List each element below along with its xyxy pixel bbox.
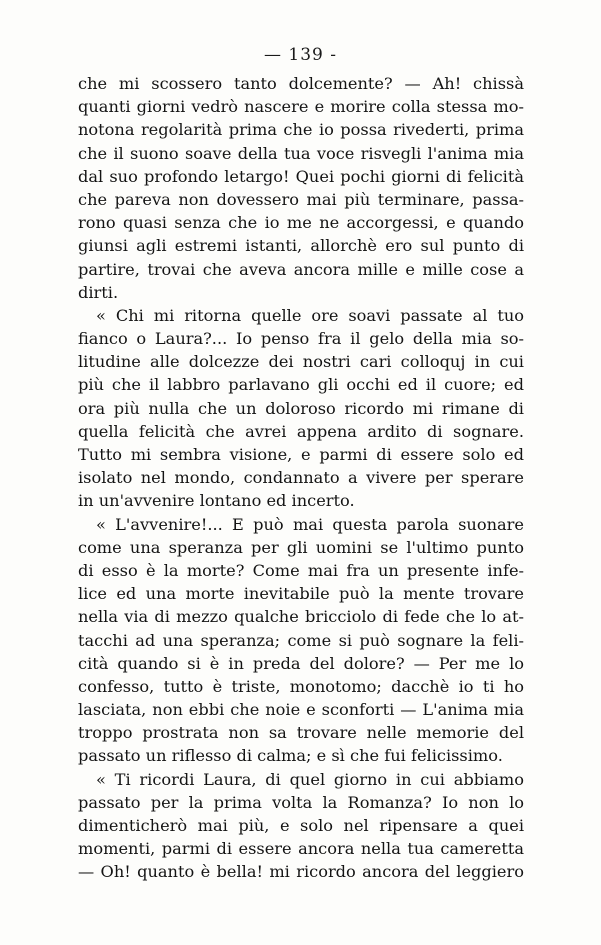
text-line: quella felicità che avrei appena ardito di sognare.: [78, 421, 524, 441]
text-line: dimenticherò mai più, e solo nel ripensare a quei: [78, 816, 524, 835]
text-line: isolato nel mondo, condannato a vivere per sperare: [78, 468, 524, 488]
paragraph: [78, 768, 524, 884]
text-line: in un'avvenire lontano ed incerto.: [78, 491, 355, 511]
text-line: dal suo profondo letargo! Quei pochi giorni di felicità: [78, 166, 524, 186]
text-line: come una speranza per gli uomini se l'ultimo punto: [78, 537, 524, 557]
page-number: — 139 -: [264, 45, 337, 65]
text-line: giunsi agli estremi istanti, allorchè ero sul punto di: [78, 236, 524, 256]
text-line: troppo prostrata non sa trovare nelle memorie del: [78, 723, 524, 743]
text-line: « Chi mi ritorna quelle ore soavi passate al tuo: [96, 305, 524, 325]
text-line: tacchi ad una speranza; come si può sognare la feli-: [78, 630, 524, 650]
paragraph: [78, 72, 524, 304]
text-line: dirti.: [78, 282, 119, 302]
paragraph: [78, 304, 524, 513]
text-line: quanti giorni vedrò nascere e morire colla stessa mo-: [78, 97, 524, 117]
text-line: lice ed una morte inevitabile può la mente trovare: [78, 584, 524, 604]
text-line: partire, trovai che aveva ancora mille e mille cose a: [78, 259, 524, 279]
text-line: momenti, parmi di essere ancora nella tua cameretta: [78, 839, 524, 859]
text-line: « L'avvenire!... E può mai questa parola suonare: [96, 514, 524, 534]
text-line: ora più nulla che un doloroso ricordo mi rimane di: [78, 398, 524, 418]
text-line: che il suono soave della tua voce risvegli l'anima mia: [78, 143, 524, 163]
text-line: nella via di mezzo qualche bricciolo di fede che lo at-: [78, 607, 524, 627]
text-line: cità quando si è in preda del dolore? — Per me lo: [78, 653, 524, 673]
text-line: Tutto mi sembra visione, e parmi di essere solo ed: [78, 445, 524, 464]
body-text: [78, 72, 524, 884]
text-line: rono quasi senza che io me ne accorgessi, e quando: [78, 213, 524, 233]
text-line: notona regolarità prima che io possa rivederti, prima: [78, 120, 524, 140]
text-line: fianco o Laura?... Io penso fra il gelo della mia so-: [78, 329, 524, 349]
paragraph: [78, 513, 524, 768]
text-line: più che il labbro parlavano gli occhi ed il cuore; ed: [78, 375, 524, 395]
text-line: — Oh! quanto è bella! mi ricordo ancora del leggiero: [78, 862, 524, 882]
text-line: confesso, tutto è triste, monotomo; dacchè io ti ho: [78, 676, 524, 696]
text-line: che mi scossero tanto dolcemente? — Ah! chissà: [78, 74, 524, 93]
text-line: passato un riflesso di calma; e sì che fui felicissimo.: [78, 746, 503, 766]
text-line: di esso è la morte? Come mai fra un presente infe-: [78, 560, 524, 580]
text-line: lasciata, non ebbi che noie e sconforti — L'anima mia: [78, 700, 524, 720]
text-line: litudine alle dolcezze dei nostri cari colloquj in cui: [78, 352, 524, 372]
text-line: « Ti ricordi Laura, di quel giorno in cui abbiamo: [96, 769, 524, 789]
text-line: che pareva non dovessero mai più terminare, passa-: [78, 189, 524, 209]
text-line: passato per la prima volta la Romanza? Io non lo: [78, 792, 524, 812]
